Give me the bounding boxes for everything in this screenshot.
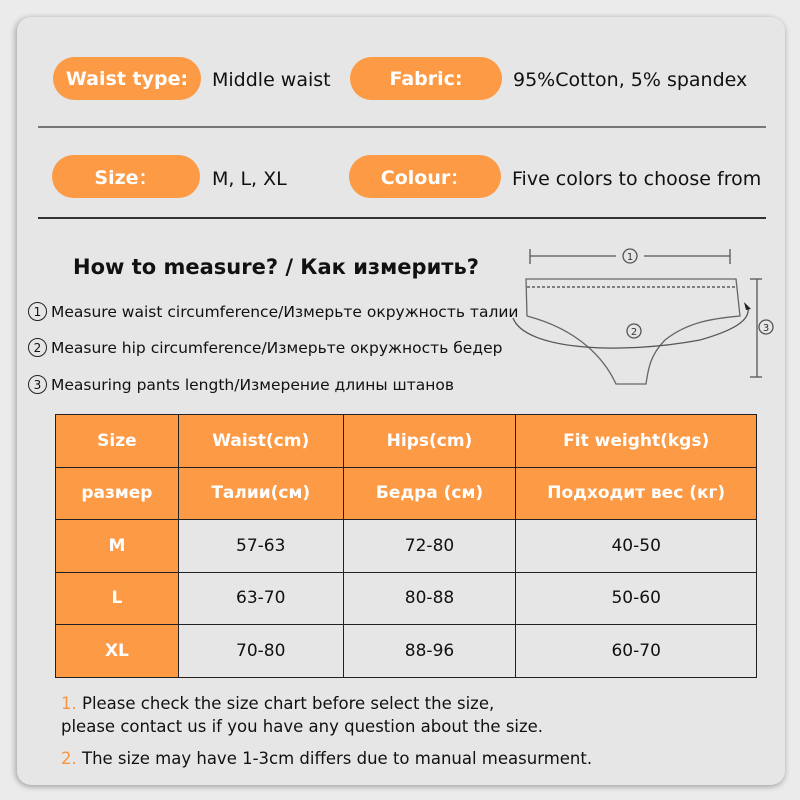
waist-cell: 70-80 <box>178 625 343 678</box>
header-cell: Подходит вес (кг) <box>516 467 757 520</box>
step-text: Measuring pants length/Измерение длины штанов <box>51 375 455 394</box>
table-row <box>56 520 757 573</box>
hips-cell: 80-88 <box>343 572 516 625</box>
hips-cell: 88-96 <box>343 625 516 678</box>
header-cell: Hips(cm) <box>343 415 516 468</box>
measure-step <box>28 338 502 357</box>
measure-step <box>28 302 519 321</box>
fabric-label: Fabric: <box>350 57 502 100</box>
measure-step <box>28 375 454 394</box>
divider <box>38 126 766 128</box>
size-cell: L <box>56 572 179 625</box>
note-1 <box>61 692 543 738</box>
number-circle-icon: 3 <box>28 375 47 394</box>
waist-cell: 57-63 <box>178 520 343 573</box>
header-cell: Waist(cm) <box>178 415 343 468</box>
waist-type-value: Middle waist <box>212 69 331 91</box>
size-value: M, L, XL <box>212 168 287 190</box>
header-cell: Бедра (см) <box>343 467 516 520</box>
waist-cell: 63-70 <box>178 572 343 625</box>
note-2 <box>61 747 592 770</box>
fabric-value: 95%Cotton, 5% spandex <box>513 69 748 91</box>
size-cell: M <box>56 520 179 573</box>
size-chart-table <box>55 414 757 678</box>
panties-measurement-diagram-icon <box>505 238 785 398</box>
hips-cell: 72-80 <box>343 520 516 573</box>
how-to-measure-title: How to measure? / Как измерить? <box>73 255 479 279</box>
svg-text:1: 1 <box>626 252 634 263</box>
colour-value: Five colors to choose from <box>512 168 762 190</box>
note-text: please contact us if you have any question about the size. <box>61 717 544 736</box>
header-cell: размер <box>56 467 179 520</box>
svg-text:3: 3 <box>762 323 770 334</box>
note-number: 2. <box>61 749 77 768</box>
note-number: 1. <box>61 694 77 713</box>
number-circle-icon: 2 <box>28 338 47 357</box>
table-header-row <box>56 415 757 468</box>
size-label: Size： <box>52 155 200 198</box>
waist-type-label: Waist type: <box>53 57 201 100</box>
weight-cell: 40-50 <box>516 520 757 573</box>
step-text: Measure hip circumference/Измерьте окружность бедер <box>51 338 503 357</box>
divider <box>38 217 766 219</box>
step-text: Measure waist circumference/Измерьте окружность талии <box>51 302 519 321</box>
header-cell: Талии(см) <box>178 467 343 520</box>
number-circle-icon: 1 <box>28 302 47 321</box>
weight-cell: 50-60 <box>516 572 757 625</box>
note-text: Please check the size chart before select the size, <box>76 694 495 713</box>
svg-text:2: 2 <box>630 327 638 338</box>
weight-cell: 60-70 <box>516 625 757 678</box>
header-cell: Size <box>56 415 179 468</box>
table-row <box>56 572 757 625</box>
table-header-row <box>56 467 757 520</box>
header-cell: Fit weight(kgs) <box>516 415 757 468</box>
table-row <box>56 625 757 678</box>
size-cell: XL <box>56 625 179 678</box>
note-text: The size may have 1-3cm differs due to manual measurment. <box>76 749 593 768</box>
colour-label: Colour： <box>349 155 501 198</box>
